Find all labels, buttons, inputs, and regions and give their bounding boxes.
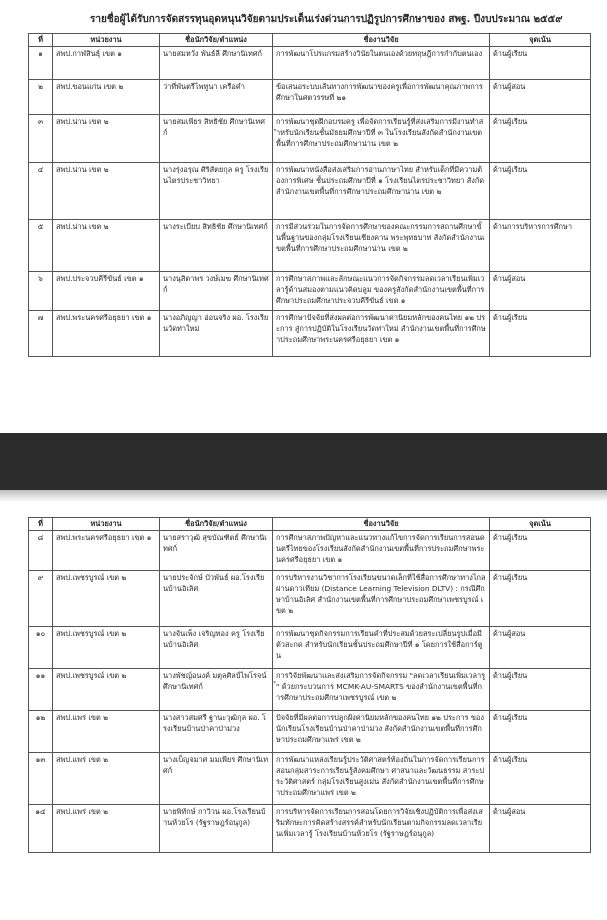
- row-number: ๕: [29, 220, 53, 272]
- row-title: การบริหารจัดการเรียนการสอนโดยการวิจัยเชิงปฏิบัติการเพื่อส่งเสริมทักษะการคิดสร้างสรรค์สำหรับนักเรียนตามกิจกรรมลดเวลาเรียนเพิ่มเวลารู้ โรงเรียนบ้านห้วยโร (รัฐราษฎร์อนุกูล): [273, 805, 490, 853]
- page-gap-fade: [0, 490, 607, 502]
- row-researcher: นายสราวุฒิ สุขบัณฑิตย์ ศึกษานิเทศก์: [160, 531, 273, 571]
- row-org: สพป.พระนครศรีอยุธยา เขต ๑: [53, 311, 160, 357]
- row-org: สพป.น่าน เขต ๒: [53, 115, 160, 163]
- row-org: สพป.ขอนแก่น เขต ๒: [53, 80, 160, 115]
- page-title: รายชื่อผู้ได้รับการจัดสรรทุนอุดหนุนวิจัยตามประเด็นเร่งด่วนการปฏิรูปการศึกษาของ สพฐ. ปีงบประมาณ ๒๕๕๙: [90, 14, 563, 25]
- research-table-page-2: [28, 517, 591, 853]
- table-row: [29, 711, 591, 753]
- row-org: สพป.เพชรบูรณ์ เขต ๒: [53, 571, 160, 627]
- header-researcher: ชื่อนักวิจัย/ตำแหน่ง: [160, 34, 273, 47]
- row-title: การศึกษาปัจจัยที่ส่งผลต่อการพัฒนาค่านิยมหลักของคนไทย ๑๒ ประการ สู่การปฏิบัติในโรงเรียนวัดท่าใหม่ สำนักงานเขตพื้นที่การศึกษาประถมศึกษาพระนครศรีอยุธยา เขต ๑: [273, 311, 490, 357]
- row-number: ๙: [29, 571, 53, 627]
- table-row: [29, 753, 591, 805]
- row-org: สพป.แพร่ เขต ๒: [53, 753, 160, 805]
- row-title: ปัจจัยที่มีผลต่อการปลูกฝังค่านิยมหลักของคนไทย ๑๒ ประการ ของนักเรียนโรงเรียนบ้านป่าคาป่าม่วง สังกัดสำนักงานเขตพื้นที่การศึกษาประถมศึกษาแพร่ เขต ๒: [273, 711, 490, 753]
- row-researcher: นางรุ่งอรุณ ศิริสัตยกุล ครู โรงเรียนไตรประชาวิทยา: [160, 163, 273, 220]
- row-researcher: นางอภิญญา อ่อนจริง ผอ. โรงเรียนวัดท่าใหม่: [160, 311, 273, 357]
- table-row: [29, 220, 591, 272]
- row-focus: ด้านผู้เรียน: [490, 311, 591, 357]
- row-focus: ด้านผู้เรียน: [490, 753, 591, 805]
- table-row: [29, 627, 591, 669]
- row-focus: ด้านผู้สอน: [490, 272, 591, 311]
- table-row: [29, 272, 591, 311]
- row-number: ๘: [29, 531, 53, 571]
- row-title: การพัฒนาหนังสือส่งเสริมการอ่านภาษาไทย สำหรับเด็กที่มีความต้องการพิเศษ ชั้นประถมศึกษาปีที่ ๑ โรงเรียนไตรประชาวิทยา สังกัดสำนักงานเขตพื้นที่การศึกษาประถมศึกษาน่าน เขต ๒: [273, 163, 490, 220]
- row-researcher: นางสาวสมศรี ฐานะวุฒิกุล ผอ. โรงเรียนบ้านป่าคาป่าม่วง: [160, 711, 273, 753]
- row-title: การวิจัยพัฒนาและส่งเสริมการจัดกิจกรรม "ลดเวลาเรียนเพิ่มเวลารู้" ด้วยกระบวนการ MCMK-AU-SMARTS ของสำนักงานเขตพื้นที่การศึกษาประถมศึกษาเพชรบูรณ์ เขต ๒: [273, 669, 490, 711]
- row-number: ๔: [29, 163, 53, 220]
- header-row: [29, 34, 591, 47]
- row-focus: ด้านผู้เรียน: [490, 571, 591, 627]
- header-title: ชื่องานวิจัย: [273, 34, 490, 47]
- row-researcher: นางพัชญ์อนงค์ มตุลศิลป์ไพโรจน์ ศึกษานิเทศก์: [160, 669, 273, 711]
- row-title: การศึกษาสภาพปัญหาและแนวทางแก้ไขการจัดการเรียนการสอนดนตรีไทยของโรงเรียนสังกัดสำนักงานเขตพื้นที่การประถมศึกษาพระนครศรีอยุธยา เขต ๑: [273, 531, 490, 571]
- row-focus: ด้านผู้เรียน: [490, 115, 591, 163]
- row-researcher: นางระเบียบ สิทธิชัย ศึกษานิเทศก์: [160, 220, 273, 272]
- row-focus: ด้านผู้เรียน: [490, 711, 591, 753]
- table-row: [29, 531, 591, 571]
- row-title: การพัฒนาแหล่งเรียนรู้ประวัติศาสตร์ท้องถิ่นในการจัดการเรียนการสอนกลุ่มสาระการเรียนรู้สังคมศึกษา ศาสนาและวัฒนธรรม สาระประวัติศาสตร์ กลุ่มโรงเรียนสูงเม่น สังกัดสำนักงานเขตพื้นที่การศึกษาประถมศึกษาแพร่ เขต ๒: [273, 753, 490, 805]
- row-title: ข้อเสนอระบบเส้นทางการพัฒนาของครูเพื่อการพัฒนาคุณภาพการศึกษาในศตวรรษที่ ๒๑: [273, 80, 490, 115]
- row-org: สพป.กาฬสินธุ์ เขต ๑: [53, 47, 160, 80]
- header-row: [29, 518, 591, 531]
- row-org: สพป.เพชรบูรณ์ เขต ๒: [53, 627, 160, 669]
- row-org: สพป.พระนครศรีอยุธยา เขต ๑: [53, 531, 160, 571]
- row-focus: ด้านผู้เรียน: [490, 531, 591, 571]
- page-gap: [0, 433, 607, 490]
- row-org: สพป.แพร่ เขต ๒: [53, 805, 160, 853]
- table-row: [29, 805, 591, 853]
- row-focus: ด้านผู้เรียน: [490, 47, 591, 80]
- row-number: ๓: [29, 115, 53, 163]
- row-number: ๑: [29, 47, 53, 80]
- header-focus: จุดเน้น: [490, 34, 591, 47]
- header-title: ชื่องานวิจัย: [273, 518, 490, 531]
- research-table-page-1: [28, 33, 591, 357]
- row-org: สพป.เพชรบูรณ์ เขต ๒: [53, 669, 160, 711]
- header-focus: จุดเน้น: [490, 518, 591, 531]
- table-row: [29, 163, 591, 220]
- row-focus: ด้านผู้เรียน: [490, 163, 591, 220]
- row-researcher: นางเบ็ญจมาศ มมเพียร ศึกษานิเทศก์: [160, 753, 273, 805]
- row-title: การมีส่วนร่วมในการจัดการศึกษาของคณะกรรมการสถานศึกษาขั้นพื้นฐานของกลุ่มโรงเรียนเชียงคาน พระพุทธบาท สังกัดสำนักงานเขตพื้นที่การศึกษาประถมศึกษาน่าน เขต ๒: [273, 220, 490, 272]
- row-focus: ด้านผู้เรียน: [490, 669, 591, 711]
- row-number: ๑๐: [29, 627, 53, 669]
- row-focus: ด้านผู้สอน: [490, 805, 591, 853]
- row-researcher: นางนุสิตาพร วงษ์เมฆ ศึกษานิเทศก์: [160, 272, 273, 311]
- row-number: ๑๔: [29, 805, 53, 853]
- row-number: ๑๓: [29, 753, 53, 805]
- row-org: สพป.แพร่ เขต ๒: [53, 711, 160, 753]
- row-title: การพัฒนาโปรแกรมสร้างวินัยในตนเองด้วยทฤษฎีการกำกับตนเอง: [273, 47, 490, 80]
- header-no: ที่: [29, 34, 53, 47]
- row-title: การบริหารงานวิชาการโรงเรียนขนาดเล็กที่ใช้สื่อการศึกษาทางไกลผ่านดาวเทียม (Distance Learning Television DLTV) : กรณีศึกษาบ้านอิเลิศ สำนักงานเขตพื้นที่การศึกษาประถมศึกษาเพชรบูรณ์ เขต ๒: [273, 571, 490, 627]
- row-researcher: ว่าที่พันตรีไพทูนา เครือคำ: [160, 80, 273, 115]
- row-org: สพป.น่าน เขต ๒: [53, 163, 160, 220]
- row-org: สพป.น่าน เขต ๒: [53, 220, 160, 272]
- row-number: ๑๑: [29, 669, 53, 711]
- table-row: [29, 80, 591, 115]
- row-researcher: นายสมเพียร สิทธิชัย ศึกษานิเทศก์: [160, 115, 273, 163]
- row-number: ๑๒: [29, 711, 53, 753]
- row-focus: ด้านการบริหารการศึกษา: [490, 220, 591, 272]
- row-researcher: นางจันเพ็ง เจริญทอง ครู โรงเรียนบ้านอิเลิศ: [160, 627, 273, 669]
- row-researcher: นายประจักษ์ บัวพันธ์ ผอ.โรงเรียนบ้านอิเลิศ: [160, 571, 273, 627]
- row-title: การศึกษาสภาพและลักษณะแนวการจัดกิจกรรมลดเวลาเรียนเพิ่มเวลารู้ด้านสมองตามแนวคิดบลูม ของครูสังกัดสำนักงานเขตพื้นที่การศึกษาประถมศึกษาประจวบคีรีขันธ์ เขต ๑: [273, 272, 490, 311]
- row-org: สพป.ประจวบคีรีขันธ์ เขต ๑: [53, 272, 160, 311]
- row-number: ๒: [29, 80, 53, 115]
- row-title: การพัฒนาชุดฝึกอบรมครู เพื่อจัดการเรียนรู้ที่ส่งเสริมการมีงานทำสำหรับนักเรียนชั้นมัธยมศึกษาปีที่ ๓ ในโรงเรียนสังกัดสำนักงานเขตพื้นที่การศึกษาประถมศึกษาน่าน เขต ๒: [273, 115, 490, 163]
- table-row: [29, 571, 591, 627]
- header-researcher: ชื่อนักวิจัย/ตำแหน่ง: [160, 518, 273, 531]
- table-row: [29, 311, 591, 357]
- row-number: ๗: [29, 311, 53, 357]
- table-row: [29, 115, 591, 163]
- row-focus: ด้านผู้สอน: [490, 627, 591, 669]
- row-title: การพัฒนาชุดกิจกรรมการเรียนคำที่ประสมด้วยสระเปลี่ยนรูปเมื่อมีตัวสะกด สำหรับนักเรียนชั้นประถมศึกษาปีที่ ๑ โดยการใช้สื่อการ์ตูน: [273, 627, 490, 669]
- row-researcher: นายพิทักษ์ กาวิวน ผอ.โรงเรียนบ้านห้วยโร (รัฐราษฎร์อนุกูล): [160, 805, 273, 853]
- row-number: ๖: [29, 272, 53, 311]
- table-row: [29, 47, 591, 80]
- row-focus: ด้านผู้สอน: [490, 80, 591, 115]
- header-org: หน่วยงาน: [53, 518, 160, 531]
- header-no: ที่: [29, 518, 53, 531]
- row-researcher: นายสมหวัง พันธ์ลี ศึกษานิเทศก์: [160, 47, 273, 80]
- table-row: [29, 669, 591, 711]
- header-org: หน่วยงาน: [53, 34, 160, 47]
